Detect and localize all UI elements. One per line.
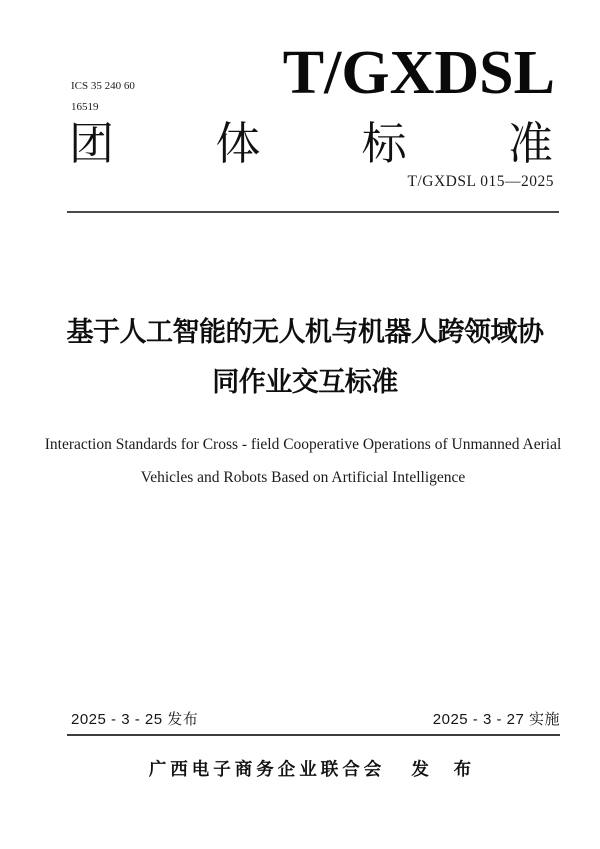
standard-type-char-3: 标 bbox=[361, 118, 407, 169]
header-divider bbox=[67, 211, 559, 213]
issue-date: 2025 - 3 - 25 发布 bbox=[71, 711, 199, 728]
doc-serial: 16519 bbox=[71, 101, 99, 113]
publisher-name: 广西电子商务企业联合会 bbox=[148, 759, 386, 779]
standard-type-char-2: 体 bbox=[215, 118, 261, 169]
dates-row bbox=[67, 708, 560, 736]
standard-type-char-4: 准 bbox=[507, 118, 553, 169]
implement-date: 2025 - 3 - 27 实施 bbox=[432, 711, 560, 728]
publish-label: 发 布 bbox=[411, 759, 482, 779]
title-english-line1: Interaction Standards for Cross - field Cooperative Operations of Unmanned Aerial bbox=[44, 436, 562, 453]
title-english bbox=[20, 428, 586, 494]
standard-type-title bbox=[69, 118, 553, 169]
title-chinese-line2: 同作业交互标准 bbox=[212, 367, 398, 397]
standard-type-char-1: 团 bbox=[69, 118, 115, 169]
ics-block bbox=[71, 80, 135, 114]
ics-code: ICS 35 240 60 bbox=[71, 80, 135, 92]
org-logo: T/GXDSL bbox=[282, 39, 555, 107]
title-english-line2: Vehicles and Robots Based on Artificial Intelligence bbox=[140, 469, 466, 486]
publisher-row bbox=[30, 756, 600, 781]
title-chinese bbox=[40, 307, 570, 407]
title-chinese-line1: 基于人工智能的无人机与机器人跨领域协 bbox=[66, 317, 544, 347]
standard-number: T/GXDSL 015—2025 bbox=[407, 173, 554, 190]
